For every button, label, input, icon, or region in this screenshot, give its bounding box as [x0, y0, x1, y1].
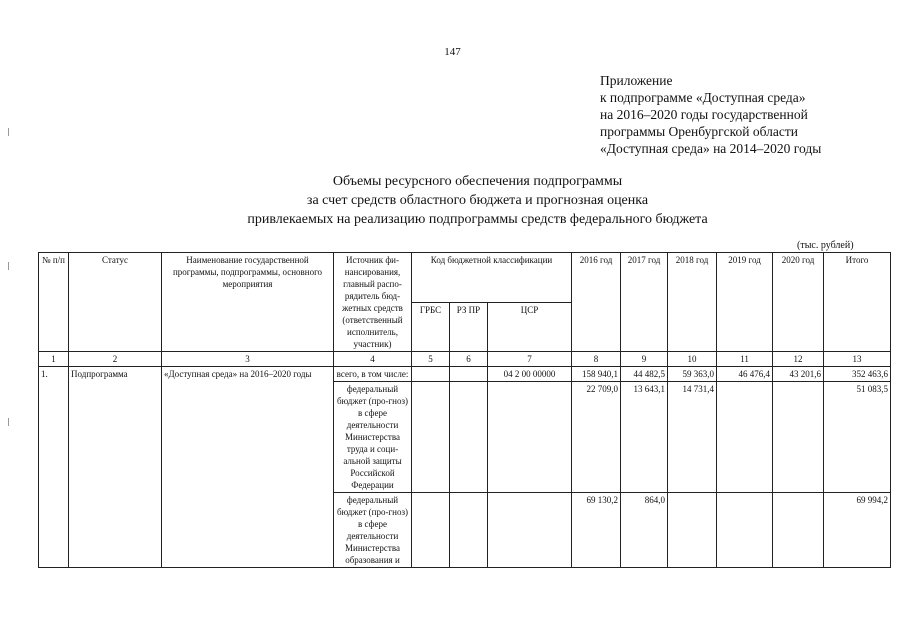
column-number: 13 — [824, 352, 891, 367]
column-number: 11 — [717, 352, 773, 367]
header-2019: 2019 год — [717, 253, 773, 352]
header-num: № п/п — [39, 253, 69, 352]
header-row — [39, 253, 891, 303]
margin-mark — [8, 262, 9, 270]
row-2016: 22 709,0 — [572, 382, 621, 493]
row-2016: 69 130,2 — [572, 493, 621, 568]
header-rzpr: РЗ ПР — [450, 302, 488, 352]
row-source: всего, в том числе: — [334, 367, 412, 382]
header-status: Статус — [69, 253, 162, 352]
column-number: 10 — [668, 352, 717, 367]
row-total: 352 463,6 — [824, 367, 891, 382]
title-line: за счет средств областного бюджета и прогнозная оценка — [306, 193, 649, 208]
row-2018: 59 363,0 — [668, 367, 717, 382]
document-title — [0, 172, 905, 229]
header-name: Наименование государственной программы, подпрограммы, основного мероприятия — [162, 253, 334, 352]
row-2019: 46 476,4 — [717, 367, 773, 382]
row-2019 — [717, 382, 773, 493]
header-grbs: ГРБС — [412, 302, 450, 352]
header-2016: 2016 год — [572, 253, 621, 352]
row-grbs — [412, 382, 450, 493]
column-number: 6 — [450, 352, 488, 367]
row-csr: 04 2 00 00000 — [488, 367, 572, 382]
appendix-line: «Доступная среда» на 2014–2020 годы — [600, 141, 822, 156]
column-number: 12 — [773, 352, 824, 367]
header-2017: 2017 год — [621, 253, 668, 352]
row-2017: 13 643,1 — [621, 382, 668, 493]
header-code-group: Код бюджетной классификации — [412, 253, 572, 303]
row-2017: 44 482,5 — [621, 367, 668, 382]
appendix-note — [600, 72, 821, 157]
row-grbs — [412, 367, 450, 382]
title-line: привлекаемых на реализацию подпрограммы средств федерального бюджета — [247, 212, 708, 227]
column-number-row — [39, 352, 891, 367]
units-label: (тыс. рублей) — [797, 240, 854, 251]
appendix-line: к подпрограмме «Доступная среда» — [600, 90, 806, 105]
row-source: федеральный бюджет (про-гноз) в сфере деятельности Министерства труда и соци-альной защиты Российской Федерации — [334, 382, 412, 493]
page-number: 147 — [444, 46, 461, 58]
column-number: 1 — [39, 352, 69, 367]
column-number: 7 — [488, 352, 572, 367]
header-total: Итого — [824, 253, 891, 352]
column-number: 2 — [69, 352, 162, 367]
table-row — [39, 367, 891, 382]
row-grbs — [412, 493, 450, 568]
row-source: федеральный бюджет (про-гноз) в сфере деятельности Министерства образования и — [334, 493, 412, 568]
row-2018 — [668, 493, 717, 568]
header-csr: ЦСР — [488, 302, 572, 352]
margin-mark — [8, 128, 9, 136]
budget-table — [38, 252, 891, 568]
row-csr — [488, 382, 572, 493]
appendix-line: Приложение — [600, 73, 673, 88]
column-number: 8 — [572, 352, 621, 367]
row-rzpr — [450, 382, 488, 493]
header-source: Источник фи-нансирования, главный распо-рядитель бюд-жетных средств (ответственный исполнитель, участник) — [334, 253, 412, 352]
row-num: 1. — [39, 367, 69, 568]
row-2020: 43 201,6 — [773, 367, 824, 382]
appendix-line: на 2016–2020 годы государственной — [600, 107, 808, 122]
appendix-line: программы Оренбургской области — [600, 124, 798, 139]
row-total: 51 083,5 — [824, 382, 891, 493]
margin-mark — [8, 418, 9, 426]
title-line: Объемы ресурсного обеспечения подпрограммы — [332, 174, 623, 189]
row-2017: 864,0 — [621, 493, 668, 568]
row-2020 — [773, 493, 824, 568]
column-number: 9 — [621, 352, 668, 367]
header-2018: 2018 год — [668, 253, 717, 352]
row-2020 — [773, 382, 824, 493]
column-number: 5 — [412, 352, 450, 367]
row-2019 — [717, 493, 773, 568]
row-rzpr — [450, 367, 488, 382]
row-csr — [488, 493, 572, 568]
row-total: 69 994,2 — [824, 493, 891, 568]
row-status: Подпрограмма — [69, 367, 162, 568]
column-number: 4 — [334, 352, 412, 367]
row-name: «Доступная среда» на 2016–2020 годы — [162, 367, 334, 568]
row-rzpr — [450, 493, 488, 568]
row-2018: 14 731,4 — [668, 382, 717, 493]
row-2016: 158 940,1 — [572, 367, 621, 382]
column-number: 3 — [162, 352, 334, 367]
header-2020: 2020 год — [773, 253, 824, 352]
